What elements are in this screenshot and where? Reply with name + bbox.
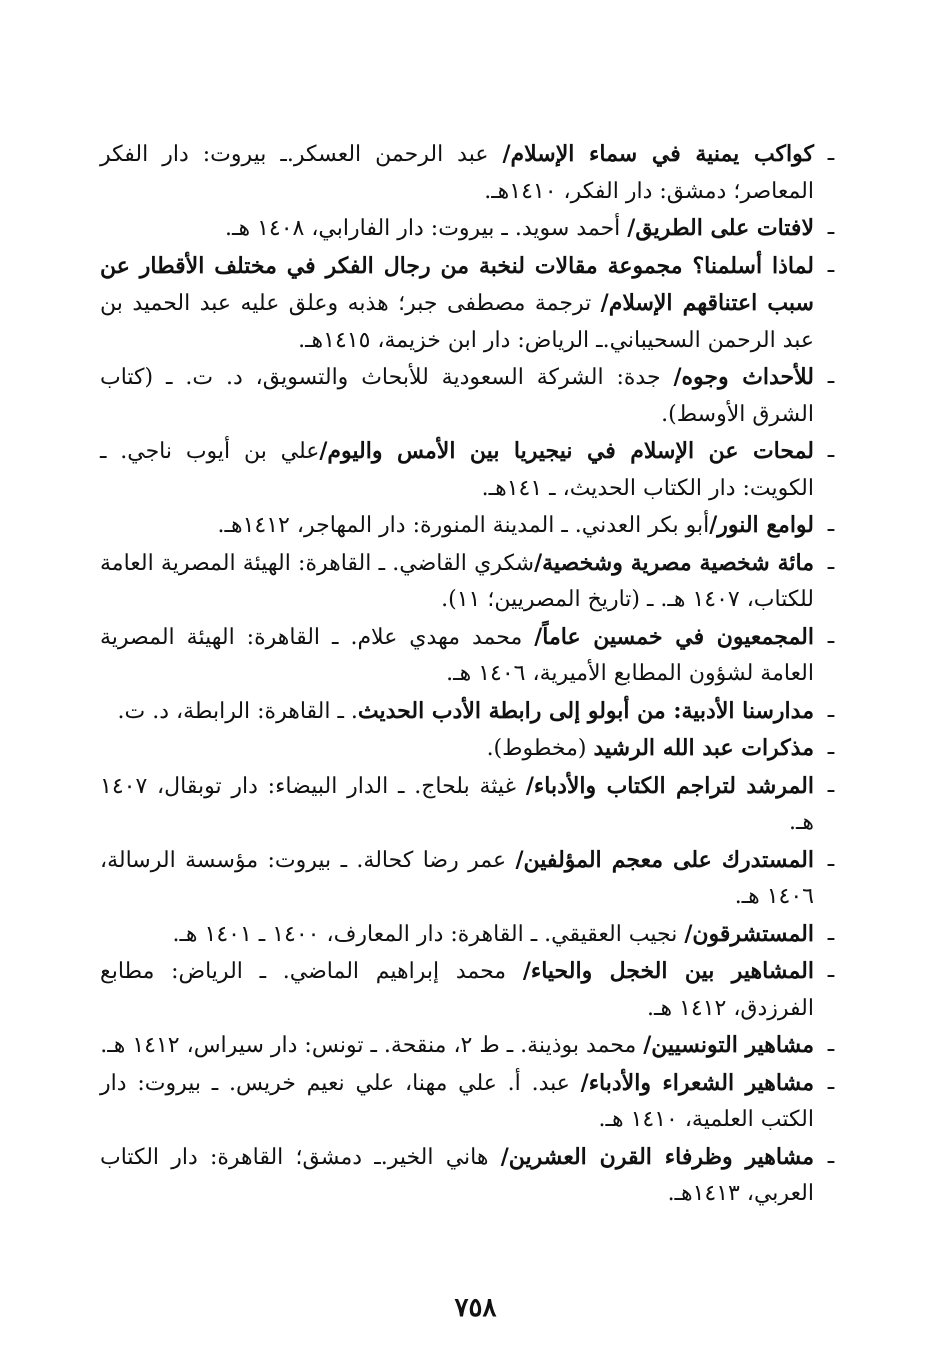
bibliography-entry — [100, 1027, 840, 1065]
entry-title: مشاهير وظرفاء القرن العشرين/ — [500, 1143, 814, 1170]
bibliography-entry — [100, 916, 840, 954]
entry-dash: ـ — [827, 623, 835, 649]
entry-title: مشاهير الشعراء والأدباء/ — [580, 1069, 815, 1096]
entry-dash: ـ — [827, 1143, 835, 1169]
bibliography-entry — [100, 433, 840, 507]
entry-dash: ـ — [827, 549, 835, 575]
bibliography-entry — [100, 248, 840, 360]
entry-title: لوامع النور/ — [709, 512, 814, 538]
entry-title: المشاهير بين الخجل والحياء/ — [522, 958, 814, 984]
entry-title: المجمعيون في خمسين عاماً/ — [534, 623, 814, 650]
entry-details: عبد الرحمن العسكر.ـ بيروت: دار الفكر المعاصر؛ دمشق: دار الفكر، ١٤١٠هـ. — [100, 142, 814, 204]
entry-details: علي بن أيوب ناجي. ـ الكويت: دار الكتاب الحديث، ـ ١٤١هـ. — [100, 439, 814, 501]
entry-details: أحمد سويد. ـ بيروت: دار الفارابي، ١٤٠٨ هـ. — [225, 216, 628, 241]
entry-details: محمد مهدي علام. ـ القاهرة: الهيئة المصرية العامة لشؤون المطابع الأميرية، ١٤٠٦ هـ. — [100, 624, 814, 686]
entry-title: المستدرك على معجم المؤلفين/ — [515, 846, 814, 873]
entry-details: ترجمة مصطفى جبر؛ هذبه وعلق عليه عبد الحميد بن عبد الرحمن السحيباني.ـ الرياض: دار ابن خزيمة، ١٤١٥هـ. — [100, 291, 814, 353]
bibliography-entry — [100, 136, 840, 210]
bibliography-entry — [100, 953, 840, 1027]
entry-details: عبد. أ. علي مهنا، علي نعيم خريس. ـ بيروت: دار الكتب العلمية، ١٤١٠ هـ. — [100, 1070, 814, 1132]
bibliography-entry — [100, 619, 840, 693]
entry-title: المرشد لتراجم الكتاب والأدباء/ — [525, 772, 814, 799]
entry-details: عمر رضا كحالة. ـ بيروت: مؤسسة الرسالة، ١٤٠٦ هـ. — [100, 847, 814, 909]
bibliography-entry — [100, 1139, 840, 1213]
entry-title: مائة شخصية مصرية وشخصية/ — [534, 549, 814, 576]
entry-dash: ـ — [827, 920, 835, 946]
entry-dash: ـ — [827, 735, 835, 760]
bibliography-entry — [100, 210, 840, 248]
entry-dash: ـ — [827, 512, 835, 537]
entry-details: . ـ القاهرة: الرابطة، د. ت. — [117, 698, 358, 724]
entry-details: شكري القاضي. ـ القاهرة: الهيئة المصرية العامة للكتاب، ١٤٠٧ هـ. ـ (تاريخ المصريين؛ ١١). — [100, 550, 814, 612]
entry-details: جدة: الشركة السعودية للأبحاث والتسويق، د. ت. ـ (كتاب الشرق الأوسط). — [100, 365, 814, 427]
entry-dash: ـ — [827, 438, 835, 463]
entry-dash: ـ — [827, 958, 835, 983]
entry-title: كواكب يمنية في سماء الإسلام/ — [502, 141, 814, 167]
entry-details: نجيب العقيقي. ـ القاهرة: دار المعارف، ١٤٠٠ ـ ١٤٠١ هـ. — [172, 921, 685, 947]
entry-title: لماذا أسلمنا؟ مجموعة مقالات لنخبة من رجال الفكر في مختلف الأقطار عن سبب اعتناقهم الإسلام/ — [100, 252, 814, 316]
entry-dash: ـ — [827, 215, 835, 240]
bibliography-list — [100, 136, 840, 1213]
entry-dash: ـ — [827, 252, 835, 278]
entry-dash: ـ — [827, 364, 835, 389]
entry-dash: ـ — [827, 1069, 835, 1095]
entry-details: (مخطوط). — [486, 736, 594, 761]
entry-details: محمد إبراهيم الماضي. ـ الرياض: مطابع الفرزدق، ١٤١٢ هـ. — [100, 959, 814, 1021]
entry-title: مذكرات عبد الله الرشيد — [593, 735, 814, 761]
entry-title: المستشرقون/ — [684, 920, 814, 947]
bibliography-entry — [100, 842, 840, 916]
entry-dash: ـ — [827, 846, 835, 872]
bibliography-entry — [100, 545, 840, 619]
bibliography-entry — [100, 768, 840, 842]
entry-details: غيثة بلحاج. ـ الدار البيضاء: دار توبقال، ١٤٠٧ هـ. — [100, 773, 814, 835]
entry-title: مدارسنا الأدبية: من أبولو إلى رابطة الأدب الحديث — [357, 697, 814, 724]
entry-title: للأحداث وجوه/ — [673, 364, 814, 390]
entry-title: مشاهير التونسيين/ — [643, 1032, 814, 1058]
entry-dash: ـ — [827, 1032, 835, 1057]
bibliography-entry — [100, 1065, 840, 1139]
bibliography-entry — [100, 507, 840, 545]
entry-dash: ـ — [827, 141, 835, 166]
page-number: ٧٥٨ — [454, 1293, 497, 1323]
entry-details: أبو بكر العدني. ـ المدينة المنورة: دار المهاجر، ١٤١٢هـ. — [217, 513, 710, 538]
entry-details: محمد بوذينة. ـ ط ٢، منقحة. ـ تونس: دار سيراس، ١٤١٢ هـ. — [100, 1033, 644, 1058]
entry-dash: ـ — [827, 772, 835, 798]
entry-dash: ـ — [827, 697, 835, 723]
bibliography-entry — [100, 730, 840, 768]
bibliography-entry — [100, 693, 840, 731]
entry-title: لمحات عن الإسلام في نيجيريا بين الأمس واليوم/ — [319, 438, 815, 464]
bibliography-entry — [100, 359, 840, 433]
entry-title: لافتات على الطريق/ — [627, 215, 814, 241]
entry-details: هاني الخير.ـ دمشق؛ القاهرة: دار الكتاب العربي، ١٤١٣هـ. — [100, 1144, 814, 1206]
